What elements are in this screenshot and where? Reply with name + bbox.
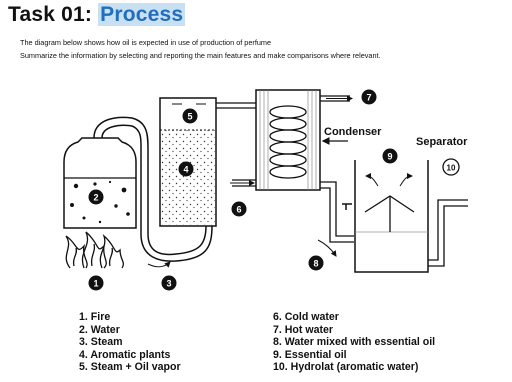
legend-left xyxy=(79,311,181,374)
svg-text:6: 6 xyxy=(236,204,242,215)
marker-3 xyxy=(162,276,177,291)
svg-text:4: 4 xyxy=(183,164,189,175)
marker-9 xyxy=(383,149,398,164)
boiler xyxy=(64,138,136,228)
legend-item: 7. Hot water xyxy=(273,323,334,336)
distillate-pipe xyxy=(320,182,354,236)
svg-text:2: 2 xyxy=(93,192,99,203)
condenser-unit xyxy=(256,90,320,190)
separator-label: Separator xyxy=(416,136,468,148)
marker-8 xyxy=(309,256,324,271)
svg-text:9: 9 xyxy=(387,151,393,162)
task-description-line-1: The diagram below shows how oil is expected in use of production of perfume xyxy=(20,38,272,47)
hydrolat-pipe xyxy=(428,200,468,260)
legend-item: 8. Water mixed with essential oil xyxy=(273,336,436,349)
legend-item: 6. Cold water xyxy=(273,311,339,323)
marker-5 xyxy=(183,109,198,124)
svg-text:5: 5 xyxy=(187,111,193,122)
legend-item: 2. Water xyxy=(79,323,120,336)
svg-text:10: 10 xyxy=(446,163,456,173)
fire-flames xyxy=(66,232,123,268)
marker-10 xyxy=(443,159,459,175)
svg-text:8: 8 xyxy=(313,258,319,269)
legend-item: 10. Hydrolat (aromatic water) xyxy=(273,361,419,374)
marker-7 xyxy=(362,90,377,105)
marker-2 xyxy=(89,190,104,205)
marker-4 xyxy=(179,162,194,177)
task-description-line-2: Summarize the information by selecting and reporting the main features and make comparisons where relevant. xyxy=(20,51,381,60)
legend-item: 3. Steam xyxy=(79,336,123,349)
legend-item: 9. Essential oil xyxy=(273,348,347,361)
svg-text:1: 1 xyxy=(93,278,99,289)
marker-6 xyxy=(232,202,247,217)
marker-1 xyxy=(89,276,104,291)
svg-text:3: 3 xyxy=(166,278,172,289)
legend-right xyxy=(273,311,435,374)
svg-text:7: 7 xyxy=(366,92,372,103)
title-highlight: Process xyxy=(100,3,184,26)
steam-flow-arrow xyxy=(148,262,170,267)
legend-item: 1. Fire xyxy=(79,311,111,323)
legend-item: 5. Steam + Oil vapor xyxy=(79,361,181,374)
condenser-label: Condenser xyxy=(324,126,382,138)
legend-item: 4. Aromatic plants xyxy=(79,348,171,361)
separator-vessel xyxy=(355,160,428,272)
title-prefix: Task 01: xyxy=(8,3,99,26)
